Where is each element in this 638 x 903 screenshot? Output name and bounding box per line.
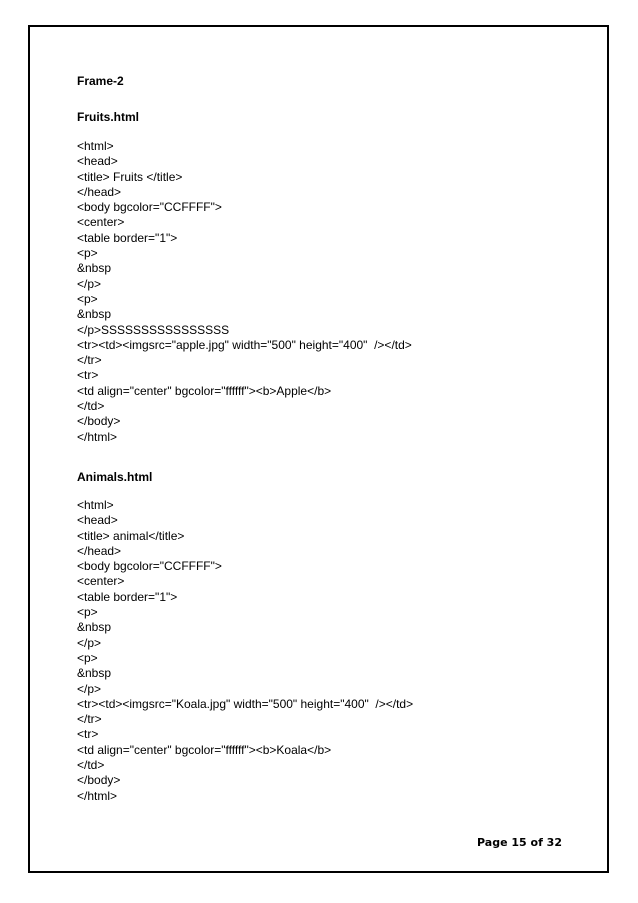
code-line: &nbsp xyxy=(77,307,112,322)
code-line: </tr> xyxy=(77,353,102,368)
code-line: <td align="center" bgcolor="ffffff"><b>Koala</b> xyxy=(77,742,332,757)
code-line: <title> animal</title> xyxy=(77,528,185,543)
code-line: <title> Fruits </title> xyxy=(77,169,183,184)
code-line: <tr> xyxy=(77,727,99,742)
code-line: <tr><td><imgsrc="Koala.jpg" width="500" height="400" /></td> xyxy=(77,696,414,711)
code-line: <tr> xyxy=(77,368,99,383)
code-line: </p>SSSSSSSSSSSSSSSS xyxy=(77,322,230,337)
code-block-animals xyxy=(77,498,577,804)
code-line: </p> xyxy=(77,276,102,291)
document-content xyxy=(77,74,577,804)
code-line: <center> xyxy=(77,574,125,589)
code-line: <head> xyxy=(77,513,118,528)
code-line: </html> xyxy=(77,429,118,444)
code-line: <td align="center" bgcolor="ffffff"><b>Apple</b> xyxy=(77,383,332,398)
code-line: &nbsp xyxy=(77,666,112,681)
code-line: <tr><td><imgsrc="apple.jpg" width="500" height="400" /></td> xyxy=(77,337,412,352)
code-line: <p> xyxy=(77,291,98,306)
code-line: <center> xyxy=(77,215,125,230)
code-line: &nbsp xyxy=(77,261,112,276)
section-filename-animals: Animals.html xyxy=(77,469,153,484)
code-line: <p> xyxy=(77,650,98,665)
code-line: </td> xyxy=(77,399,105,414)
frame-title: Frame-2 xyxy=(77,74,124,88)
code-line: </p> xyxy=(77,635,102,650)
code-line: </head> xyxy=(77,543,122,558)
code-line: <table border="1"> xyxy=(77,589,178,604)
code-line: &nbsp xyxy=(77,620,112,635)
code-block-fruits xyxy=(77,139,577,445)
code-line: <body bgcolor="CCFFFF"> xyxy=(77,559,222,574)
section-filename-fruits: Fruits.html xyxy=(77,110,139,124)
code-line: </tr> xyxy=(77,712,102,727)
code-line: <p> xyxy=(77,605,98,620)
code-line: <html> xyxy=(77,139,114,153)
code-line: </head> xyxy=(77,184,122,199)
page-number: Page 15 of 32 xyxy=(477,836,562,849)
code-line: <head> xyxy=(77,154,118,169)
code-line: <html> xyxy=(77,497,114,512)
code-line: </body> xyxy=(77,773,121,788)
code-line: </html> xyxy=(77,788,118,803)
code-line: </body> xyxy=(77,414,121,429)
code-line: <table border="1"> xyxy=(77,230,178,245)
code-line: </p> xyxy=(77,681,102,696)
code-line: <p> xyxy=(77,246,98,261)
code-line: <body bgcolor="CCFFFF"> xyxy=(77,200,222,215)
code-line: </td> xyxy=(77,757,105,772)
